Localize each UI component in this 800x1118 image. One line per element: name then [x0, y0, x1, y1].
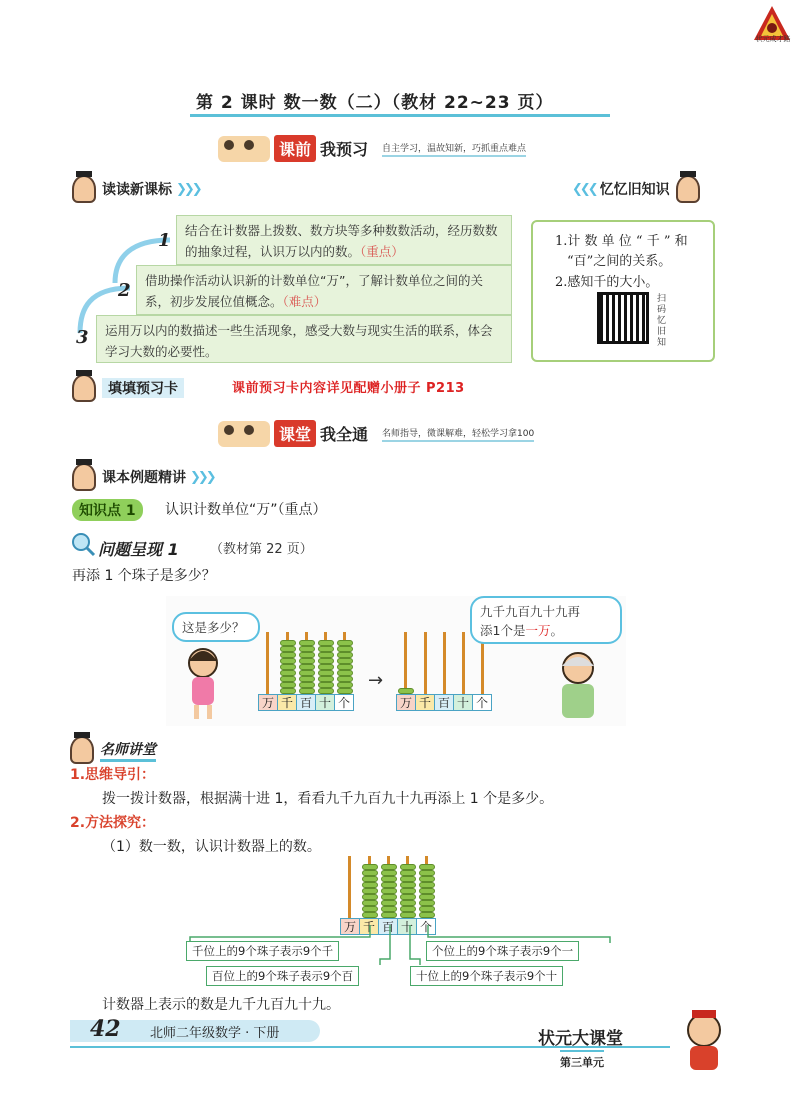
- teacher-speech-emphasis: 一万: [525, 623, 551, 638]
- girl-speech-text: 这是多少？: [182, 620, 245, 635]
- abacus-bead: [280, 646, 296, 652]
- label-bai-place: 百位上的9个珠子表示9个百: [206, 966, 359, 986]
- abacus-bead: [318, 664, 334, 670]
- student-icon: [72, 374, 96, 402]
- preview-badge: 课前: [274, 135, 316, 162]
- unit-shi: 十: [453, 694, 473, 711]
- examples-heading: [72, 463, 214, 491]
- page-title: 第 2 课时 数一数（二）（教材 22~23 页）: [196, 93, 554, 113]
- objective-3: [96, 315, 512, 363]
- abacus-bead: [419, 870, 435, 876]
- girl-icon: [178, 645, 228, 723]
- abacus-bead: [362, 870, 378, 876]
- review-line-1: 1.计 数 单 位 “ 千 ” 和: [555, 234, 688, 249]
- place-value-labels: [258, 694, 353, 711]
- abacus-bead: [280, 682, 296, 688]
- arrow-right-icon: →: [368, 670, 384, 691]
- abacus-bead: [299, 682, 315, 688]
- abacus-bead: [400, 888, 416, 894]
- unit-bai: 百: [434, 694, 454, 711]
- method-title: 2.方法探究：: [70, 815, 156, 831]
- abacus-bead: [381, 888, 397, 894]
- chevron-left-icon: ❮❮❮: [572, 181, 596, 197]
- chevron-right-icon: ❯❯❯: [176, 181, 200, 197]
- abacus-rod: [266, 632, 269, 696]
- abacus-bead: [419, 888, 435, 894]
- abacus-bead: [337, 646, 353, 652]
- page-number: 42: [90, 1016, 121, 1042]
- new-standard-heading: [72, 175, 200, 203]
- abacus-bead: [280, 658, 296, 664]
- abacus-bead: [362, 900, 378, 906]
- magnifier-icon: [70, 531, 96, 557]
- abacus-rod: [424, 632, 427, 696]
- review-box: [531, 220, 715, 362]
- conclusion-text: 计数器上表示的数是九千九百九十九。: [102, 997, 340, 1013]
- abacus-bead: [400, 876, 416, 882]
- abacus-after: [396, 632, 496, 712]
- knowledge-point-badge: 知识点 1: [72, 499, 143, 521]
- teacher-speech-line-2: 添1个是一万。: [480, 623, 563, 638]
- objective-2: [136, 265, 512, 315]
- girl-speech-bubble: [172, 612, 260, 642]
- abacus-bead: [318, 670, 334, 676]
- unit-shi: 十: [397, 918, 417, 935]
- student-icon: [72, 175, 96, 203]
- preview-card-title: 填填预习卡: [102, 378, 184, 398]
- abacus-bead: [280, 670, 296, 676]
- abacus-bead: [280, 664, 296, 670]
- abacus-bead: [337, 670, 353, 676]
- unit-qian: 千: [415, 694, 435, 711]
- abacus-bead: [362, 876, 378, 882]
- preview-subtitle: 自主学习，温故知新，巧抓重点难点: [382, 141, 526, 157]
- label-qian-place: 千位上的9个珠子表示9个千: [186, 941, 339, 961]
- preview-title: 我预习: [320, 140, 369, 159]
- objective-2-text: 借助操作活动认识新的计数单位“万”，了解计数单位之间的关系，初步发展位值概念。: [145, 273, 483, 309]
- review-title: 忆忆旧知识: [599, 182, 670, 198]
- abacus-bead: [362, 882, 378, 888]
- abacus-bead: [280, 676, 296, 682]
- abacus-bead: [337, 652, 353, 658]
- label-shi-place: 十位上的9个珠子表示9个十: [410, 966, 563, 986]
- teacher-icon: [70, 736, 94, 764]
- abacus-bead: [299, 676, 315, 682]
- abacus-bead: [362, 894, 378, 900]
- abacus-bead: [362, 888, 378, 894]
- abacus-bead: [400, 864, 416, 870]
- abacus-bead: [400, 900, 416, 906]
- abacus-bead: [419, 876, 435, 882]
- abacus-bead: [337, 664, 353, 670]
- abacus-bead: [400, 882, 416, 888]
- book-title: 北师二年级数学 · 下册: [150, 1026, 280, 1041]
- unit-ge: 个: [472, 694, 492, 711]
- abacus-bead: [400, 906, 416, 912]
- abacus-bead: [280, 640, 296, 646]
- abacus-bead: [299, 652, 315, 658]
- abacus-bead: [299, 658, 315, 664]
- question-text: 再添 1 个珠子是多少？: [72, 568, 216, 584]
- logo-text: 状元成才路: [755, 35, 791, 43]
- abacus-bead: [318, 646, 334, 652]
- objective-number-1: 1: [158, 230, 171, 251]
- abacus-bead: [318, 658, 334, 664]
- thinking-guide-title: 1.思维导引：: [70, 767, 156, 783]
- objective-3-text: 运用万以内的数描述一些生活现象，感受大数与现实生活的联系，体会学习大数的必要性。: [105, 323, 493, 359]
- teacher-title: 名师讲堂: [100, 739, 156, 762]
- abacus-rod: [443, 632, 446, 696]
- abacus-bead: [400, 870, 416, 876]
- abacus-bead: [337, 640, 353, 646]
- unit-bai: 百: [378, 918, 398, 935]
- teacher-icon: [72, 463, 96, 491]
- abacus-bead: [299, 664, 315, 670]
- kids-illustration: [218, 136, 270, 162]
- abacus-bead: [337, 682, 353, 688]
- teacher-speech-line-1: 九千九百九十九再: [480, 604, 581, 619]
- abacus-before: [258, 632, 358, 712]
- brand-name: 状元大课堂: [538, 1029, 623, 1049]
- abacus-9999: [340, 856, 440, 936]
- class-title: 我全通: [320, 425, 369, 444]
- teacher-heading: [70, 736, 156, 764]
- abacus-bead: [381, 876, 397, 882]
- abacus-bead: [299, 670, 315, 676]
- qr-code-icon[interactable]: [597, 292, 649, 344]
- abacus-bead: [362, 906, 378, 912]
- class-subtitle: 名师指导，微课解难，轻松学习拿100: [382, 426, 534, 442]
- objective-1: [176, 215, 512, 265]
- place-value-labels: [396, 694, 491, 711]
- abacus-bead: [381, 864, 397, 870]
- abacus-bead: [362, 864, 378, 870]
- abacus-rod: [404, 632, 407, 696]
- class-badge: 课堂: [274, 420, 316, 447]
- abacus-rod: [348, 856, 351, 920]
- abacus-bead: [419, 864, 435, 870]
- objective-number-3: 3: [76, 327, 89, 348]
- title-underline: [190, 114, 610, 117]
- unit-ge: 个: [416, 918, 436, 935]
- label-ge-place: 个位上的9个珠子表示9个一: [426, 941, 579, 961]
- preview-card-note: 课前预习卡内容详见配赠小册子 P213: [232, 381, 465, 396]
- abacus-bead: [381, 900, 397, 906]
- abacus-bead: [280, 652, 296, 658]
- examples-title: 课本例题精讲: [102, 470, 186, 486]
- abacus-bead: [337, 658, 353, 664]
- abacus-bead: [381, 882, 397, 888]
- preview-banner: [218, 135, 526, 162]
- abacus-bead: [400, 894, 416, 900]
- objective-number-2: 2: [118, 280, 131, 301]
- abacus-bead: [381, 894, 397, 900]
- question-label: 问题呈现 1: [98, 540, 179, 559]
- preview-card-heading: [72, 374, 184, 402]
- unit-ge: 个: [334, 694, 354, 711]
- unit-qian: 千: [277, 694, 297, 711]
- review-line-3: 2.感知千的大小。: [555, 275, 659, 290]
- objective-2-tag: （难点）: [282, 294, 327, 309]
- teacher-speech-bubble: [470, 596, 622, 644]
- unit-wan: 万: [340, 918, 360, 935]
- student-icon: [676, 175, 700, 203]
- method-text: （1）数一数，认识计数器上的数。: [102, 839, 321, 855]
- kids-illustration: [218, 421, 270, 447]
- thinking-guide-text: 拨一拨计数器，根据满十进 1，看看九千九百九十九再添上 1 个是多少。: [102, 791, 554, 807]
- abacus-bead: [318, 640, 334, 646]
- class-banner: [218, 420, 534, 447]
- abacus-bead: [318, 682, 334, 688]
- qr-label: 扫码忆旧知: [657, 294, 667, 348]
- knowledge-point-title: 认识计数单位“万”（重点）: [165, 502, 327, 518]
- abacus-bead: [318, 652, 334, 658]
- abacus-bead: [419, 900, 435, 906]
- unit-bai: 百: [296, 694, 316, 711]
- abacus-bead: [419, 882, 435, 888]
- mascot-icon: [676, 1008, 732, 1072]
- abacus-bead: [318, 676, 334, 682]
- unit-wan: 万: [258, 694, 278, 711]
- objective-1-tag: （重点）: [360, 244, 404, 259]
- abacus-bead: [381, 870, 397, 876]
- unit-tag: 第三单元: [560, 1050, 604, 1070]
- abacus-bead: [419, 906, 435, 912]
- unit-qian: 千: [359, 918, 379, 935]
- review-heading: [572, 175, 700, 203]
- unit-wan: 万: [396, 694, 416, 711]
- unit-shi: 十: [315, 694, 335, 711]
- chevron-right-icon: ❯❯❯: [190, 469, 214, 485]
- abacus-bead: [337, 676, 353, 682]
- abacus-bead: [419, 894, 435, 900]
- abacus-bead: [299, 646, 315, 652]
- abacus-rod: [462, 632, 465, 696]
- question-reference: （教材第 22 页）: [210, 542, 313, 557]
- objective-1-text: 结合在计数器上拨数、数方块等多种数数活动，经历数数的抽象过程，认识万以内的数。: [185, 223, 498, 259]
- abacus-bead: [381, 906, 397, 912]
- teacher-icon: [550, 648, 606, 722]
- abacus-bead: [299, 640, 315, 646]
- review-line-2: “百”之间的关系。: [567, 254, 672, 269]
- new-standard-title: 读读新课标: [102, 182, 172, 198]
